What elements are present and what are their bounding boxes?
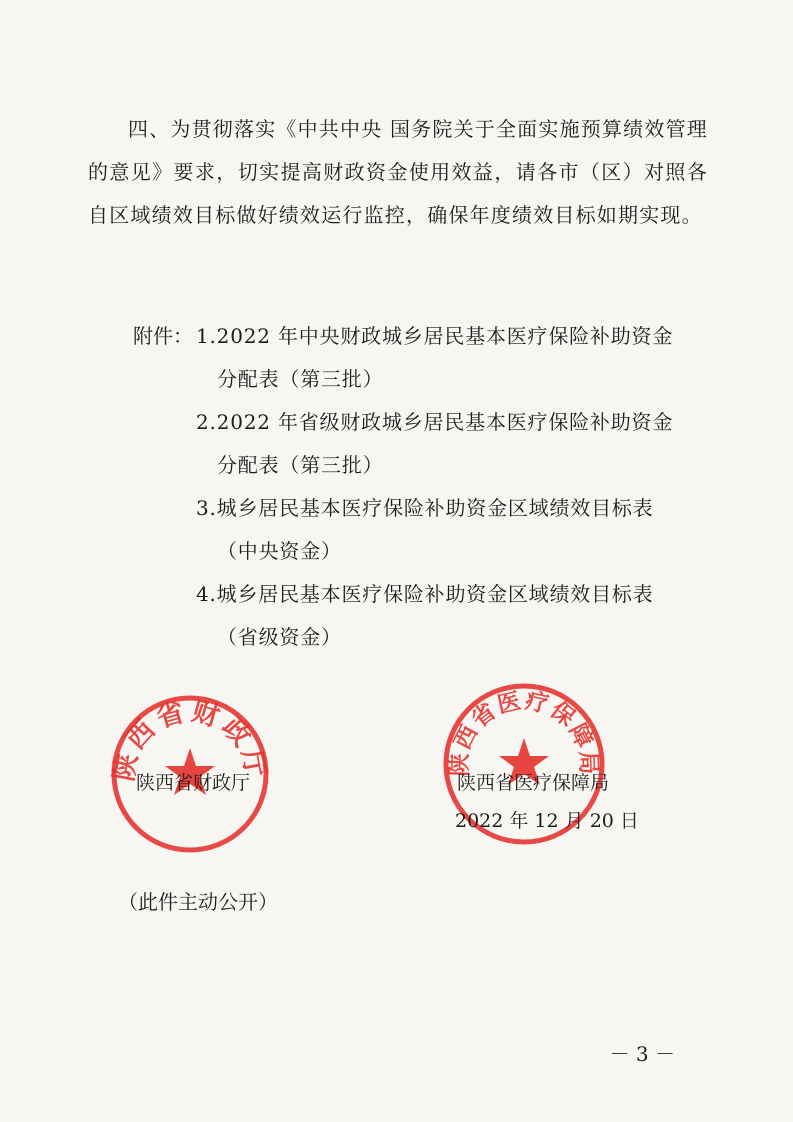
signature-finance-department: 陕西省财政厅 [136, 772, 251, 794]
issue-date: 2022 年 12 月 20 日 [455, 810, 639, 832]
attachment-4-line2: （省级资金） [217, 625, 342, 649]
left-seal-text: 陕西省财政厅 [108, 695, 272, 784]
body-paragraph-text: 四、为贯彻落实《中共中央 国务院关于全面实施预算绩效管理的意见》要求，切实提高财政资金使用效益，请各市（区）对照各自区域绩效目标做好绩效运行监控，确保年度绩效目标如期实现。 [88, 117, 708, 227]
attachment-2-line2: 分配表（第三批） [217, 453, 384, 477]
body-paragraph [88, 108, 708, 237]
signature-healthcare-security-bureau: 陕西省医疗保障局 [457, 772, 610, 794]
attachment-3-line1: 3.城乡居民基本医疗保险补助资金区域绩效目标表 [196, 496, 654, 520]
attachment-2-line1: 2.2022 年省级财政城乡居民基本医疗保险补助资金 [196, 410, 674, 434]
attachment-3-line2: （中央资金） [217, 539, 342, 563]
page-number: － 3 － [609, 1042, 675, 1066]
attachment-1-line1: 1.2022 年中央财政城乡居民基本医疗保险补助资金 [196, 324, 674, 348]
attachment-4-line1: 4.城乡居民基本医疗保险补助资金区域绩效目标表 [196, 582, 654, 606]
public-disclosure-note: （此件主动公开） [118, 890, 278, 914]
right-seal-text: 陕西省医疗保障局 [446, 687, 602, 777]
attachment-1-line2: 分配表（第三批） [217, 367, 384, 391]
attachments-label: 附件： [133, 324, 193, 348]
